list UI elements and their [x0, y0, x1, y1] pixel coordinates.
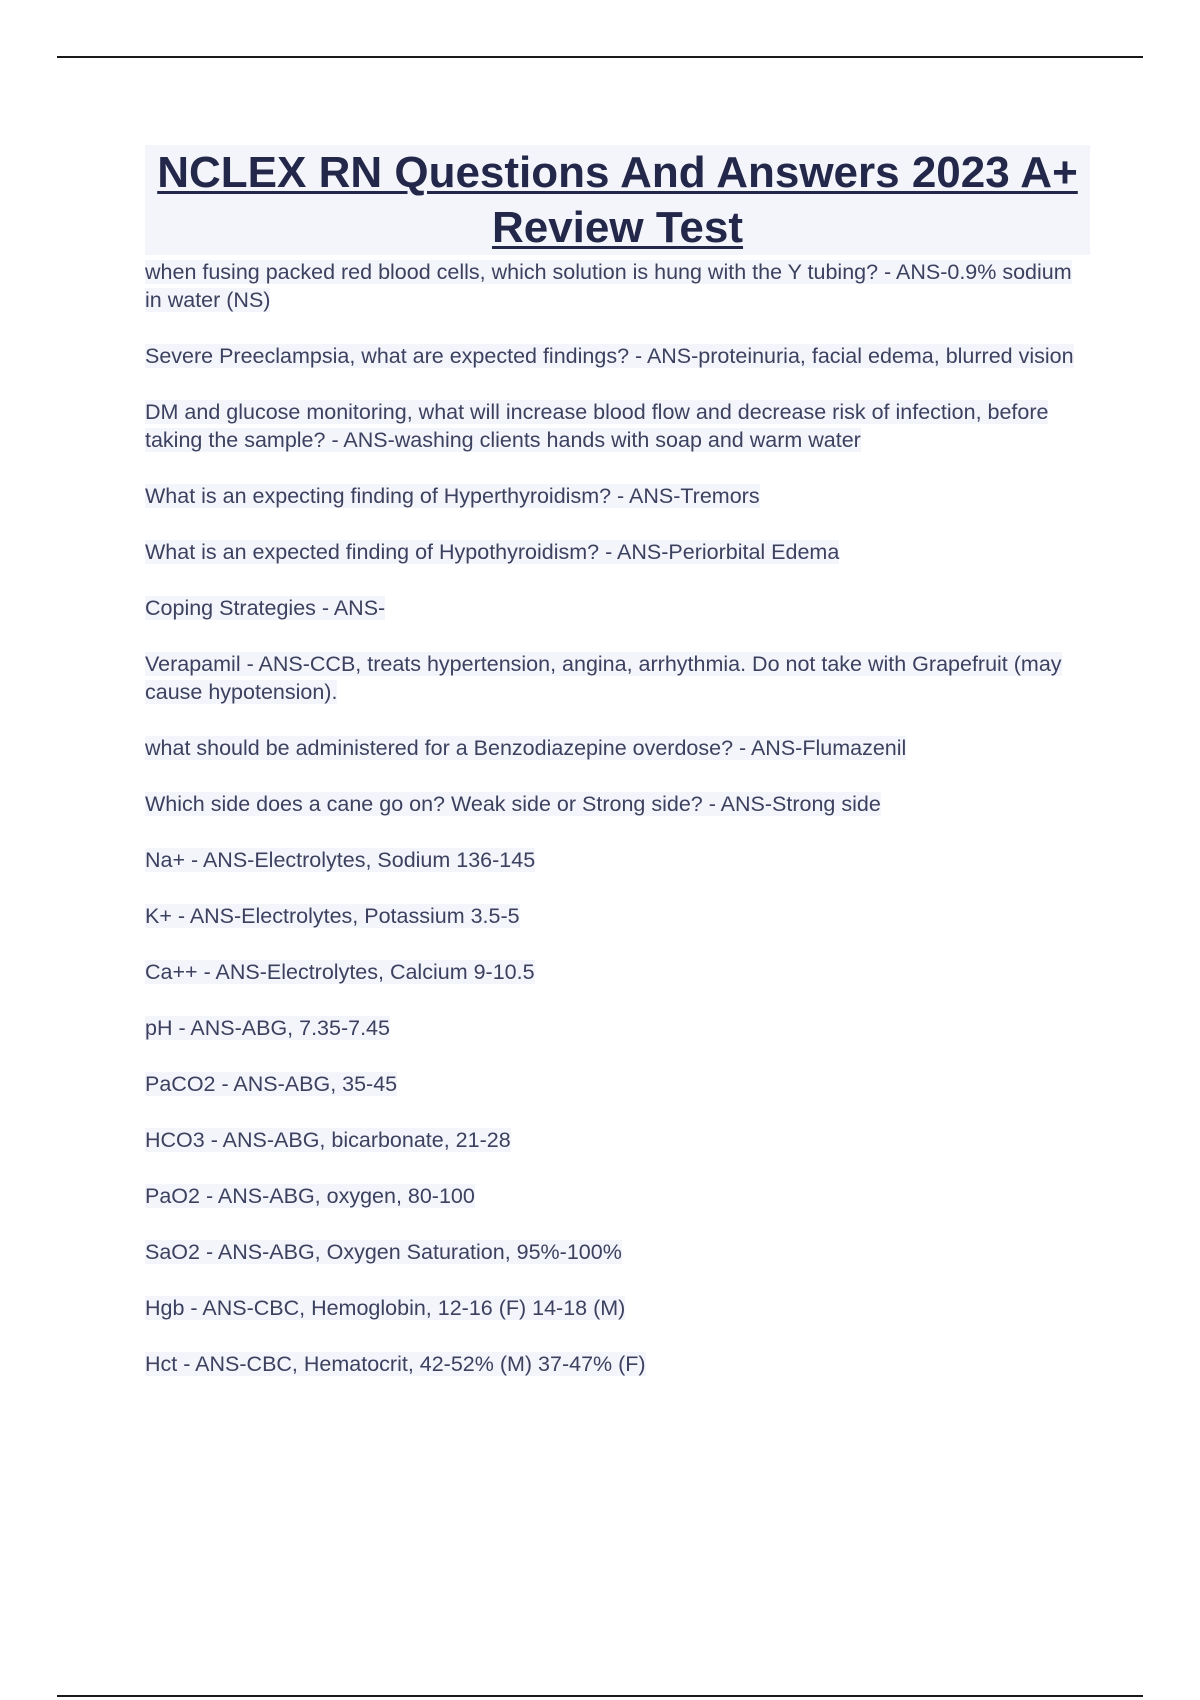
qa-text: Na+ - ANS-Electrolytes, Sodium 136-145 [145, 848, 536, 872]
list-item [145, 1238, 1090, 1266]
list-item [145, 1014, 1090, 1042]
document-page [145, 145, 1090, 1406]
list-item [145, 1294, 1090, 1322]
bottom-rule [57, 1695, 1143, 1697]
qa-text: pH - ANS-ABG, 7.35-7.45 [145, 1016, 390, 1040]
list-item [145, 398, 1090, 454]
qa-text: Ca++ - ANS-Electrolytes, Calcium 9-10.5 [145, 960, 535, 984]
list-item [145, 790, 1090, 818]
qa-text: Which side does a cane go on? Weak side or Strong side? - ANS-Strong side [145, 792, 881, 816]
list-item [145, 846, 1090, 874]
qa-text: Verapamil - ANS-CCB, treats hypertension, angina, arrhythmia. Do not take with Grapefruit (may cause hypotension). [145, 652, 1062, 704]
qa-text: HCO3 - ANS-ABG, bicarbonate, 21-28 [145, 1128, 511, 1152]
qa-text: What is an expected finding of Hypothyroidism? - ANS-Periorbital Edema [145, 540, 840, 564]
qa-text: Hgb - ANS-CBC, Hemoglobin, 12-16 (F) 14-18 (M) [145, 1296, 626, 1320]
qa-list [145, 258, 1090, 1378]
list-item [145, 1070, 1090, 1098]
list-item [145, 1126, 1090, 1154]
document-title: NCLEX RN Questions And Answers 2023 A+ Review Test [145, 145, 1090, 255]
list-item [145, 650, 1090, 706]
list-item [145, 342, 1090, 370]
top-rule [57, 56, 1143, 58]
qa-text: PaCO2 - ANS-ABG, 35-45 [145, 1072, 398, 1096]
qa-text: Coping Strategies - ANS- [145, 596, 386, 620]
list-item [145, 538, 1090, 566]
qa-text: when fusing packed red blood cells, which solution is hung with the Y tubing? - ANS-0.9% sodium in water (NS) [145, 260, 1072, 312]
list-item [145, 1350, 1090, 1378]
list-item [145, 958, 1090, 986]
list-item [145, 734, 1090, 762]
qa-text: What is an expecting finding of Hyperthyroidism? - ANS-Tremors [145, 484, 760, 508]
qa-text: K+ - ANS-Electrolytes, Potassium 3.5-5 [145, 904, 520, 928]
qa-text: Hct - ANS-CBC, Hematocrit, 42-52% (M) 37-47% (F) [145, 1352, 646, 1376]
qa-text: what should be administered for a Benzodiazepine overdose? - ANS-Flumazenil [145, 736, 907, 760]
qa-text: DM and glucose monitoring, what will increase blood flow and decrease risk of infection, before taking the sample? - ANS-washing clients hands with soap and warm water [145, 400, 1049, 452]
qa-text: Severe Preeclampsia, what are expected findings? - ANS-proteinuria, facial edema, blurred vision [145, 344, 1074, 368]
qa-text: SaO2 - ANS-ABG, Oxygen Saturation, 95%-100% [145, 1240, 622, 1264]
list-item [145, 902, 1090, 930]
list-item [145, 482, 1090, 510]
list-item [145, 1182, 1090, 1210]
list-item [145, 594, 1090, 622]
list-item [145, 258, 1090, 314]
qa-text: PaO2 - ANS-ABG, oxygen, 80-100 [145, 1184, 475, 1208]
